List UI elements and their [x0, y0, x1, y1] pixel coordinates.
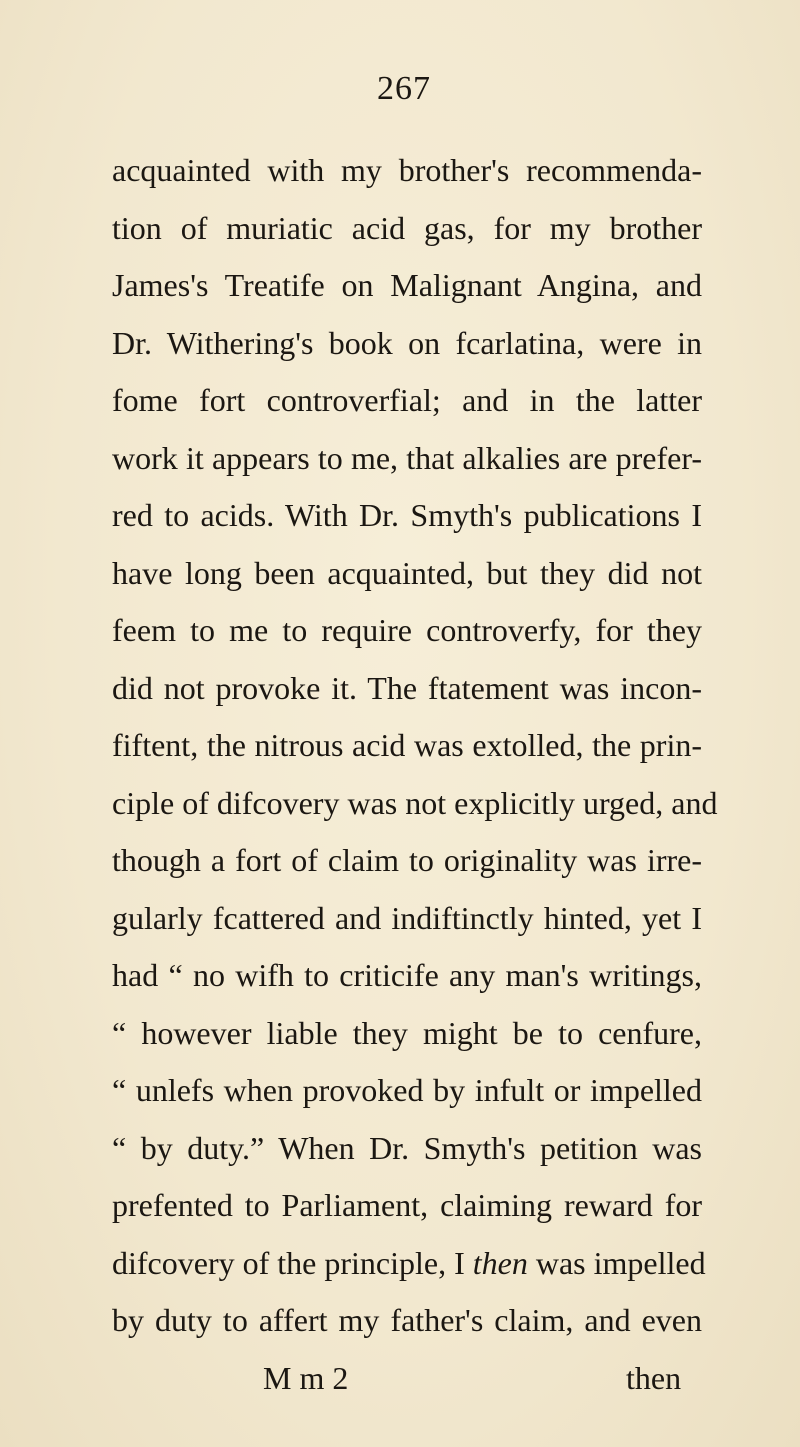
text-line: difcovery of the principle, I then was impelled — [112, 1244, 706, 1281]
text-line: work it appears to me, that alkalies are prefer- — [112, 439, 702, 476]
text-line: “ unlefs when provoked by infult or impelled — [112, 1072, 702, 1108]
text-line: James's Treatife on Malignant Angina, and — [112, 267, 702, 303]
text-line: “ by duty.” When Dr. Smyth's petition was — [112, 1129, 702, 1166]
text-line: fome fo⁠rt controverfial; and in the latter — [112, 382, 702, 418]
text-line: prefented to Parliament, claiming reward for — [112, 1187, 702, 1223]
text-line: ciple of difcovery was not explicitly urged, and — [112, 784, 718, 821]
text-line: gularly fcattered and indiftinctly hinted, yet I — [112, 899, 702, 936]
text-line: feem to me to require controverfy, for they — [112, 612, 702, 648]
text-line: by duty to affert my father's claim, and even — [112, 1302, 702, 1338]
text-line: acquainted with my brother's recommenda- — [112, 152, 702, 188]
text-line: red to acids. With Dr. Smyth's publications I — [112, 497, 702, 533]
catchword: then — [626, 1360, 682, 1396]
page-number: 267 — [377, 70, 431, 107]
text-line: Dr. Withering's book on fcarlatina, were in — [112, 324, 702, 361]
text-line: tion of muriatic acid gas, for my brother — [112, 209, 702, 246]
text-line: “ however liable they might be to cenfure, — [112, 1014, 702, 1051]
emphasis-then: then — [472, 1244, 528, 1281]
signature-mark: M m 2 — [263, 1360, 349, 1396]
text-line: did not provoke it. The ftatement was incon- — [112, 669, 702, 706]
text-line: though a fort of claim to originality was irre- — [112, 842, 702, 878]
text-line: had “ no wifh to criticife any man's writings, — [112, 957, 702, 993]
text-line: fiftent, the nitrous acid was extolled, the prin- — [112, 727, 702, 763]
text-line: have long been acquainted, but they did not — [112, 554, 702, 591]
body-text — [112, 142, 718, 1350]
